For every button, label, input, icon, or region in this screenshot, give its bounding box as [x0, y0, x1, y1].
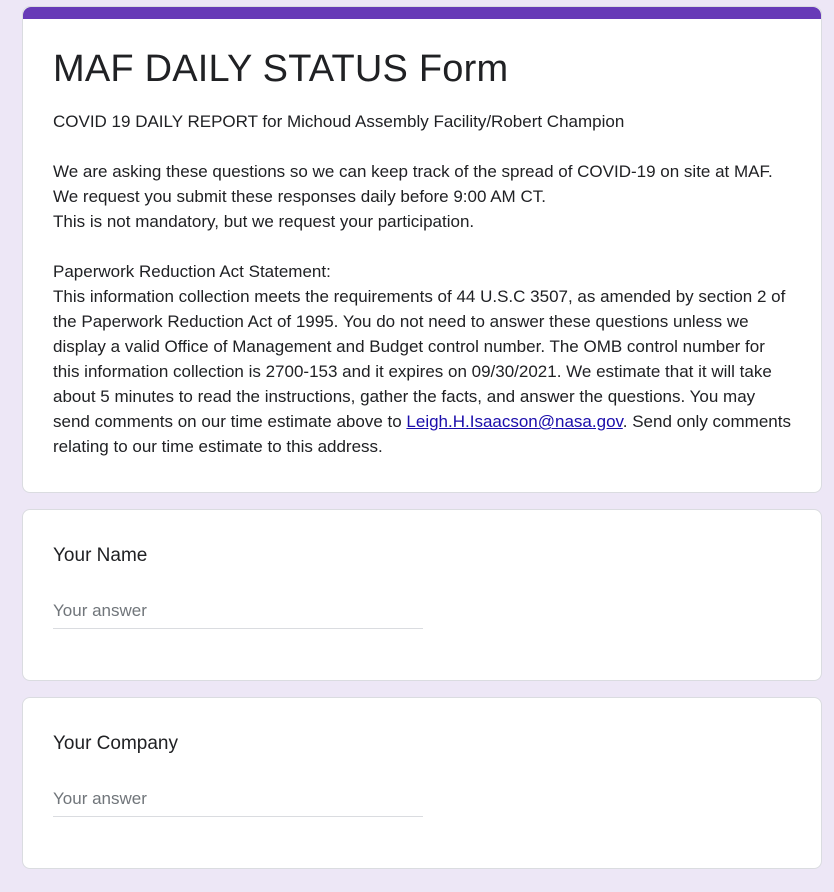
pra-heading: Paperwork Reduction Act Statement: — [53, 262, 331, 281]
company-answer-input[interactable] — [53, 788, 423, 810]
form-header-card — [22, 6, 822, 493]
answer-underline — [53, 788, 423, 817]
pra-text-after-link: . Send only comments relating to our time estimate to this address. — [53, 412, 791, 456]
question-card-company — [22, 697, 822, 869]
question-label-company: Your Company — [53, 733, 178, 754]
participation-note: This is not mandatory, but we request your participation. — [53, 212, 475, 231]
intro-paragraph: We are asking these questions so we can keep track of the spread of COVID-19 on site at MAF. We request you submit these responses daily before 9:00 AM CT. — [53, 162, 773, 206]
pra-text-before-link: This information collection meets the requirements of 44 U.S.C 3507, as amended by section 2 of the Paperwork Reduction Act of 1995. You do not need to answer these questions unless we display a valid Office of Management and Budget control number. The OMB control number for this information collection is 2700-153 and it expires on 09/30/2021. We estimate that it will take about 5 minutes to read the instructions, gather the facts, and answer the questions. You may send comments on our time estimate above to — [53, 287, 786, 431]
answer-underline — [53, 600, 423, 629]
pra-statement — [53, 284, 791, 459]
form-container — [22, 0, 822, 869]
question-label-name: Your Name — [53, 545, 148, 566]
theme-accent-bar — [23, 7, 821, 19]
contact-email-link[interactable]: Leigh.H.Isaacson@nasa.gov — [406, 412, 623, 431]
name-answer-input[interactable] — [53, 600, 423, 622]
form-title: MAF DAILY STATUS Form — [53, 48, 509, 90]
form-subtitle: COVID 19 DAILY REPORT for Michoud Assembly Facility/Robert Champion — [53, 112, 625, 131]
question-card-name — [22, 509, 822, 681]
form-description — [53, 109, 791, 459]
